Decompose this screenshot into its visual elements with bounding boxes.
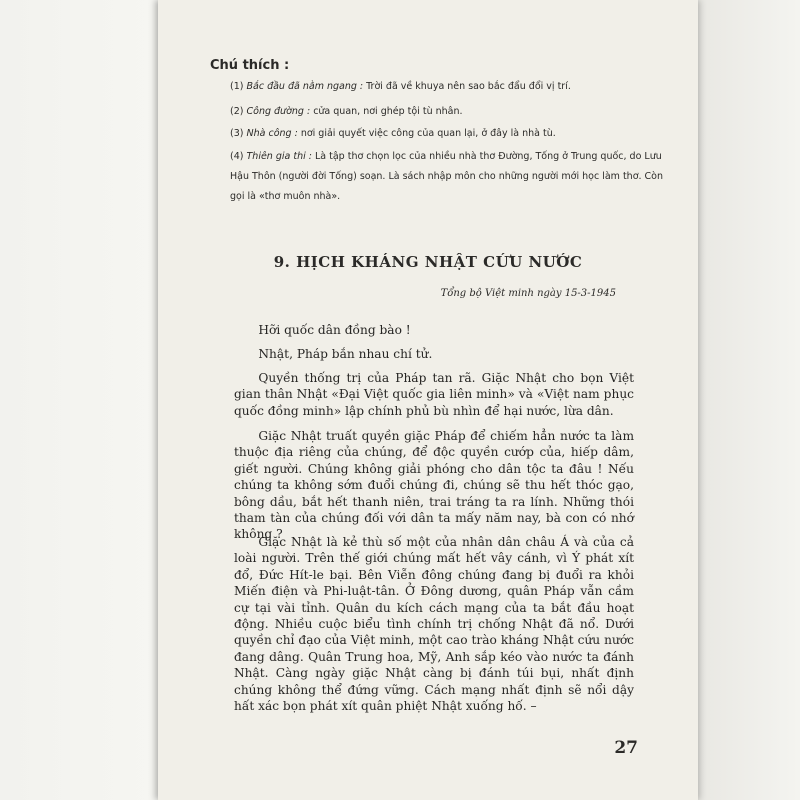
- page-number: 27: [614, 738, 638, 758]
- background-left: [0, 0, 165, 800]
- background-right: [690, 0, 800, 800]
- note-item-1: [230, 77, 670, 97]
- paragraph-4: Giặc Nhật là kẻ thù số một của nhân dân châu Á và của cả loài người. Trên thế giới chúng mất hết vây cánh, vì Ý phát xít đổ, Đức Hít-le bại. Bên Viễn đông chúng đang bị đuổi ra khỏi Miến điện và Phi-luật-tân. Ở Đông dương, quân Pháp vẫn cầm cự tại vài tỉnh. Quân du kích cách mạng của ta bắt đầu hoạt động. Nhiều cuộc biểu tình chính trị chống Nhật đã nổ. Dưới quyền chỉ đạo của Việt minh, một cao trào kháng Nhật cứu nước đang dâng. Quân Trung hoa, Mỹ, Anh sắp kéo vào nước ta đánh Nhật. Càng ngày giặc Nhật càng bị đánh túi bụi, nhất định chúng không thể đứng vững. Cách mạng nhất định sẽ nổi dậy hất xác bọn phát xít quân phiệt Nhật xuống hố. –: [234, 535, 634, 714]
- note-text: Là tập thơ chọn lọc của nhiều nhà thơ Đường, Tống ở Trung quốc, do Lưu Hậu Thôn (người đời Tống) soạn. Là sách nhập môn cho những người mới học làm thơ. Còn gọi là «thơ muôn nhà».: [230, 151, 664, 202]
- note-text: Trời đã về khuya nên sao bắc đẩu đổi vị trí.: [366, 81, 571, 92]
- notes-heading: Chú thích :: [210, 58, 290, 73]
- note-number: (2): [230, 106, 244, 117]
- note-item-4: [230, 147, 670, 207]
- note-number: (3): [230, 128, 244, 139]
- section-title: 9. HỊCH KHÁNG NHẬT CỨU NƯỚC: [273, 253, 583, 271]
- paragraph-2: Quyền thống trị của Pháp tan rã. Giặc Nhật cho bọn Việt gian thân Nhật «Đại Việt quốc gia liên minh» và «Việt nam phục quốc đồng minh» lập chính phủ bù nhìn để hại nước, lừa dân.: [234, 371, 634, 418]
- greeting-line: Hỡi quốc dân đồng bào !: [258, 323, 411, 337]
- note-text: cửa quan, nơi ghép tội tù nhân.: [313, 106, 463, 117]
- note-number: (1): [230, 81, 244, 92]
- note-text: nơi giải quyết việc công của quan lại, ở đây là nhà tù.: [300, 128, 556, 139]
- note-term: Nhà công :: [246, 128, 298, 139]
- section-byline: Tổng bộ Việt minh ngày 15-3-1945: [440, 288, 616, 299]
- note-term: Bắc đầu đã nằm ngang :: [246, 81, 364, 92]
- note-term: Công đường :: [246, 106, 311, 117]
- paragraph-3: Giặc Nhật truất quyền giặc Pháp để chiếm hẳn nước ta làm thuộc địa riêng của chúng, để độc quyền cướp của, hiếp dâm, giết người. Chúng không giải phóng cho dân tộc ta đâu ! Nếu chúng ta không sớm đuổi chúng đi, chúng sẽ thu hết thóc gạo, bông dầu, bắt hết thanh niên, trai tráng ta ra lính. Những thói tham tàn của chúng đối với dân ta mấy năm nay, bà con có nhớ không ?: [234, 429, 634, 542]
- note-number: (4): [230, 151, 244, 162]
- note-item-2: [230, 102, 670, 122]
- book-page: [158, 0, 698, 800]
- paragraph-1: Nhật, Pháp bắn nhau chí tử.: [258, 347, 433, 361]
- note-term: Thiên gia thi :: [246, 151, 312, 162]
- note-item-3: [230, 124, 670, 144]
